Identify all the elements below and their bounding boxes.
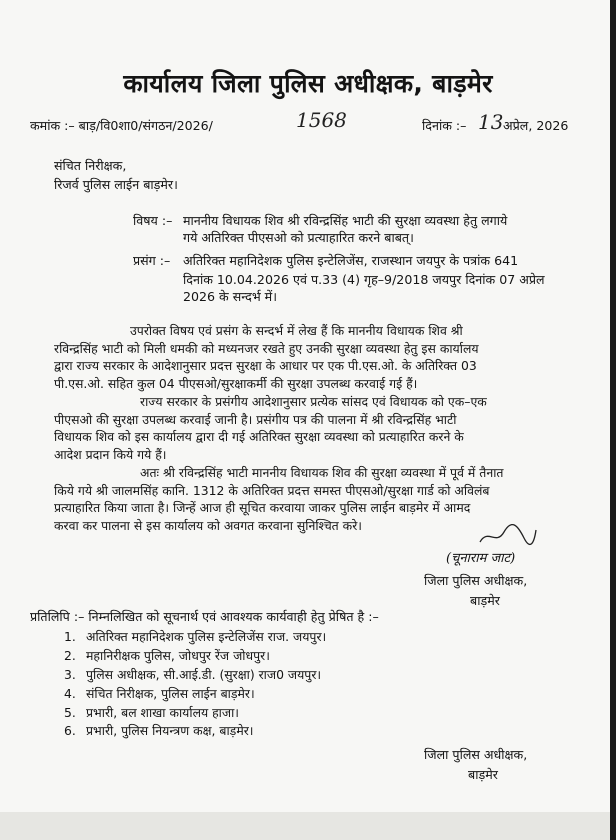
signatory-place: बाड़मेर xyxy=(470,593,500,608)
subject-label: विषय :– xyxy=(133,213,173,228)
list-item: 4. संचित निरीक्षक, पुलिस लाईन बाड़मेर। xyxy=(64,685,255,701)
reference-line-2: दिनांक 10.04.2026 एवं प.33 (4) गृह–9/2018 जयपुर दिनांक 07 अप्रेल xyxy=(183,272,545,287)
copy-to-list xyxy=(64,628,326,741)
body-p3-line: अतः श्री रविन्द्रसिंह भाटी माननीय विधायक शिव की सुरक्षा व्यवस्था में पूर्व में तैनात xyxy=(140,465,504,480)
right-edge-shadow xyxy=(610,0,616,840)
addressee-line-1: संचित निरीक्षक, xyxy=(54,158,127,173)
bottom-margin-band xyxy=(0,812,616,840)
subject-line-2: गये अतिरिक्त पीएसओ को प्रत्याहारित करने बाबत्। xyxy=(183,230,414,245)
body-p1-line: उपरोक्त विषय एवं प्रसंग के सन्दर्भ में लेख हैं कि माननीय विधायक शिव श्री xyxy=(130,323,463,338)
reference-number-prefix: कमांक :– बाड़/वि0शा0/संगठन/2026/ xyxy=(30,118,213,133)
body-p1-line: रविन्द्रसिंह भाटी को मिली धमकी को मध्यनजर रखते हुए उनकी सुरक्षा व्यवस्था हेतु इस कार्यालय xyxy=(54,340,479,356)
date-prefix: दिनांक :– xyxy=(422,118,467,133)
body-p2-line: आदेश प्रदान किये गये हैं। xyxy=(54,446,167,462)
office-title: कार्यालय जिला पुलिस अधीक्षक, बाड़मेर xyxy=(123,69,493,98)
reference-label: प्रसंग :– xyxy=(133,253,171,268)
reference-number-handwritten: 1568 xyxy=(296,108,347,132)
reference-line-3: 2026 के सन्दर्भ में। xyxy=(183,289,277,304)
list-item: 6. प्रभारी, पुलिस नियन्त्रण कक्ष, बाड़मेर। xyxy=(64,723,254,739)
copy-to-intro: प्रतिलिपि :– निम्नलिखित को सूचनार्थ एवं आवश्यक कार्यवाही हेतु प्रेषित है :– xyxy=(30,609,379,624)
date-day-handwritten: 13 xyxy=(478,110,504,134)
body-p1-line: द्वारा राज्य सरकार के आदेशानुसार प्रदत्त सुरक्षा के आधार पर एक पी.एस.ओ. के अतिरिक्त 03 xyxy=(54,358,477,373)
addressee-line-2: रिजर्व पुलिस लाईन बाड़मेर। xyxy=(54,177,178,192)
list-item: 2. महानिरीक्षक पुलिस, जोधपुर रेंज जोधपुर। xyxy=(64,647,270,663)
body-p3-line: प्रत्याहारित किया जाता है। जिन्हें आज ही सूचित करवाया जाकर पुलिस लाईन बाड़मेर में आमद xyxy=(54,500,471,515)
body-p2-line: विधायक शिव को इस कार्यालय द्वारा दी गई अतिरिक्त सुरक्षा व्यवस्था को प्रत्याहारित करने के xyxy=(54,429,464,444)
signatory-place-2: बाड़मेर xyxy=(468,767,498,782)
body-p3-line: किये गये श्री जालमसिंह कानि. 1312 के अतिरिक्त प्रदत्त समस्त पीएसओ/सुरक्षा गार्ड को अविलंब xyxy=(54,482,490,498)
body-p2-line: पीएसओ की सुरक्षा उपलब्ध करवाई जानी है। प्रसंगीय पत्र की पालना में श्री रविन्द्रसिंह भाटी xyxy=(54,411,457,427)
body-p3-line: करवा कर पालना से इस कार्यालय को अवगत करवाना सुनिश्चित करे। xyxy=(54,517,362,533)
body-paragraph-2 xyxy=(54,393,578,463)
reference-line-1: अतिरिक्त महानिदेशक पुलिस इन्टेलिजेंस, राजस्थान जयपुर के पत्रांक 641 xyxy=(183,253,519,268)
signature-scribble xyxy=(478,524,538,548)
signatory-name: (चूनाराम जाट) xyxy=(446,551,516,566)
date-month-year: अप्रेल, 2026 xyxy=(503,118,569,133)
list-item: 3. पुलिस अधीक्षक, सी.आई.डी. (सुरक्षा) राज0 जयपुर। xyxy=(64,666,322,682)
body-paragraph-1 xyxy=(54,322,578,392)
body-p1-line: पी.एस.ओ. सहित कुल 04 पीएसओ/सुरक्षाकर्मी की सुरक्षा उपलब्ध करवाई गई हैं। xyxy=(54,375,418,391)
signatory-designation-2: जिला पुलिस अधीक्षक, xyxy=(424,747,528,762)
subject-line-1: माननीय विधायक शिव श्री रविन्द्रसिंह भाटी की सुरक्षा व्यवस्था हेतु लगाये xyxy=(183,213,508,228)
body-p2-line: राज्य सरकार के प्रसंगीय आदेशानुसार प्रत्येक सांसद एवं विधायक को एक–एक xyxy=(140,394,487,409)
signatory-designation: जिला पुलिस अधीक्षक, xyxy=(424,573,528,588)
list-item: 5. प्रभारी, बल शाखा कार्यालय हाजा। xyxy=(64,704,239,720)
list-item: 1. अतिरिक्त महानिदेशक पुलिस इन्टेलिजेंस राज. जयपुर। xyxy=(64,629,327,644)
